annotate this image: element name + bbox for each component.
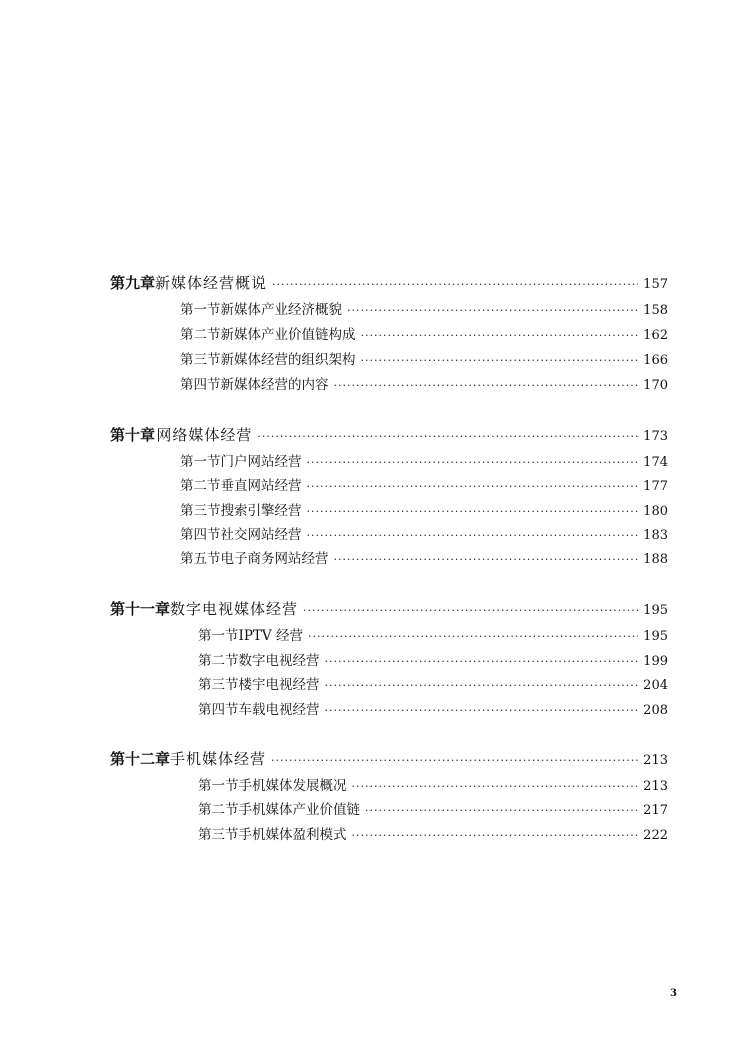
leader-dots — [307, 456, 639, 469]
page-number: 170 — [643, 378, 668, 393]
toc-section[interactable] — [180, 474, 668, 494]
toc-section[interactable] — [198, 774, 668, 794]
chapter-label: 第十章 — [110, 426, 156, 444]
chapter-label: 第十一章 — [110, 600, 171, 618]
page-footer-number: 3 — [670, 988, 677, 999]
page-number: 217 — [643, 803, 668, 818]
section-label: 第三节 — [198, 677, 239, 693]
page-number: 174 — [643, 455, 668, 470]
section-title: 新媒体经营的组织架构 — [220, 352, 356, 368]
section-title: 新媒体产业经济概貌 — [220, 302, 342, 318]
section-label: 第四节 — [198, 702, 239, 718]
toc-section[interactable] — [180, 373, 668, 393]
page-number: 177 — [643, 479, 668, 494]
section-label: 第二节 — [180, 478, 221, 494]
leader-dots — [325, 655, 639, 668]
section-label: 第四节 — [180, 527, 221, 543]
leader-dots — [334, 379, 639, 392]
leader-dots — [361, 354, 639, 367]
section-label: 第二节 — [180, 327, 221, 343]
section-title: 门户网站经营 — [220, 454, 302, 470]
page-number: 213 — [643, 779, 668, 794]
page-number: 180 — [643, 504, 668, 519]
leader-dots — [303, 604, 638, 617]
section-title: 社交网站经营 — [220, 527, 302, 543]
chapter-title: 新媒体经营概说 — [155, 274, 268, 292]
page-number: 208 — [643, 703, 668, 718]
toc-section[interactable] — [198, 823, 668, 843]
page-number: 199 — [643, 654, 668, 669]
section-label: 第一节 — [180, 454, 221, 470]
chapter-label: 第九章 — [110, 274, 156, 292]
section-title: 搜索引擎经营 — [220, 503, 302, 519]
section-title: IPTV 经营 — [238, 628, 303, 644]
leader-dots — [257, 430, 638, 443]
toc-chapter-12[interactable] — [110, 748, 668, 769]
leader-dots — [271, 754, 638, 767]
page-number: 195 — [643, 603, 668, 618]
toc-section[interactable] — [180, 348, 668, 368]
page-number: 166 — [643, 353, 668, 368]
leader-dots — [307, 480, 639, 493]
leader-dots — [347, 304, 638, 317]
toc-section[interactable] — [198, 649, 668, 669]
section-label: 第三节 — [180, 352, 221, 368]
page-number: 213 — [643, 753, 668, 768]
section-title: 车载电视经营 — [238, 702, 320, 718]
leader-dots — [325, 704, 639, 717]
section-title: 新媒体经营的内容 — [220, 377, 329, 393]
leader-dots — [352, 829, 639, 842]
toc-chapter-10[interactable] — [110, 424, 668, 445]
section-title: 垂直网站经营 — [220, 478, 302, 494]
toc-section[interactable] — [180, 450, 668, 470]
leader-dots — [361, 329, 639, 342]
page-number: 162 — [643, 328, 668, 343]
leader-dots — [307, 505, 639, 518]
page-number: 222 — [643, 828, 668, 843]
leader-dots — [365, 804, 638, 817]
toc-section[interactable] — [198, 798, 668, 818]
section-label: 第四节 — [180, 377, 221, 393]
chapter-title: 网络媒体经营 — [156, 426, 253, 444]
toc-section[interactable] — [180, 523, 668, 543]
toc-chapter-11[interactable] — [110, 598, 668, 619]
section-title: 手机媒体发展概况 — [238, 778, 347, 794]
section-title: 手机媒体产业价值链 — [238, 802, 360, 818]
leader-dots — [352, 780, 639, 793]
leader-dots — [308, 630, 638, 643]
toc-section[interactable] — [198, 673, 668, 693]
toc-section[interactable] — [180, 499, 668, 519]
page-number: 157 — [643, 277, 668, 292]
section-title: 楼宇电视经营 — [238, 677, 320, 693]
section-title: 数字电视经营 — [238, 653, 320, 669]
section-label: 第二节 — [198, 653, 239, 669]
toc-section[interactable] — [180, 323, 668, 343]
section-label: 第一节 — [180, 302, 221, 318]
page-number: 183 — [643, 528, 668, 543]
leader-dots — [325, 679, 639, 692]
toc-section[interactable] — [198, 624, 668, 644]
chapter-title: 数字电视媒体经营 — [170, 600, 299, 618]
section-label: 第三节 — [198, 827, 239, 843]
chapter-title: 手机媒体经营 — [170, 750, 267, 768]
section-label: 第五节 — [180, 551, 221, 567]
page-number: 158 — [643, 303, 668, 318]
section-label: 第一节 — [198, 778, 239, 794]
toc-section[interactable] — [180, 547, 668, 567]
section-label: 第一节 — [198, 628, 239, 644]
page-number: 173 — [643, 429, 668, 444]
page-number: 204 — [643, 678, 668, 693]
page-number: 188 — [643, 552, 668, 567]
section-label: 第三节 — [180, 503, 221, 519]
section-title: 电子商务网站经营 — [220, 551, 329, 567]
page-number: 195 — [643, 629, 668, 644]
leader-dots — [334, 553, 639, 566]
toc-section[interactable] — [198, 698, 668, 718]
leader-dots — [307, 529, 639, 542]
chapter-label: 第十二章 — [110, 750, 171, 768]
toc-chapter-9[interactable] — [110, 272, 668, 293]
section-title: 新媒体产业价值链构成 — [220, 327, 356, 343]
toc-section[interactable] — [180, 298, 668, 318]
section-label: 第二节 — [198, 802, 239, 818]
section-title: 手机媒体盈利模式 — [238, 827, 347, 843]
leader-dots — [272, 278, 638, 291]
